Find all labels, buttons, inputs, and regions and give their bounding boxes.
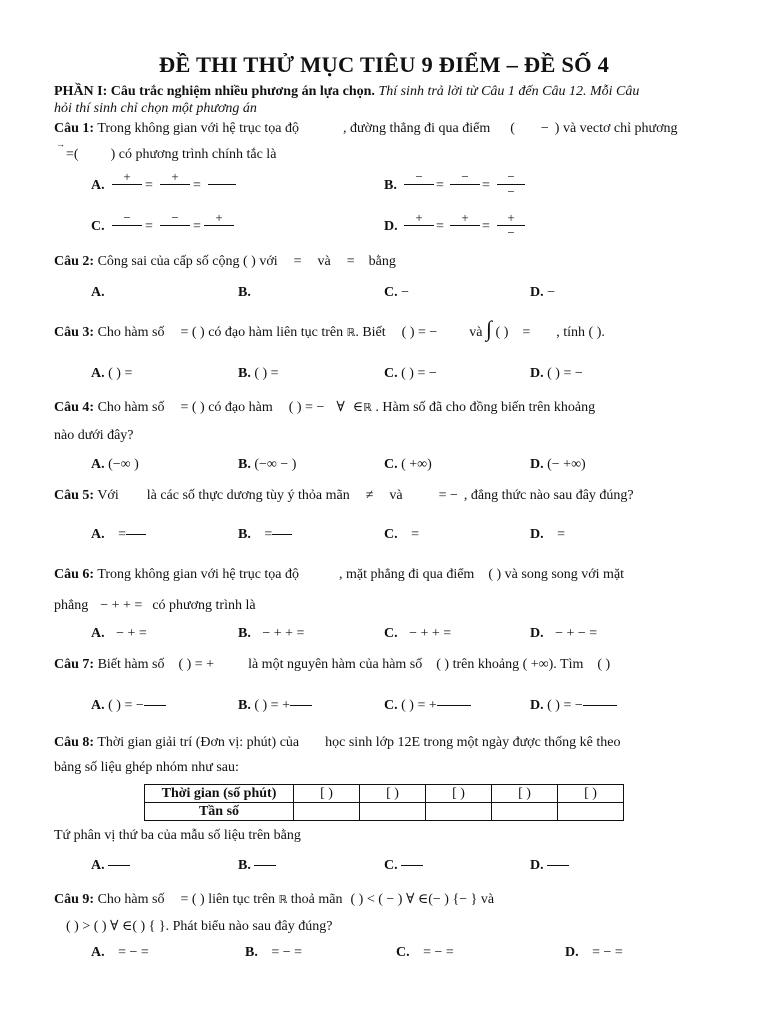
q6-stem-line2: phẳng − + + = có phương trình là — [54, 598, 256, 613]
vector-arrow-icon: → — [56, 139, 65, 149]
q9-option-c[interactable]: C. = − = — [396, 945, 454, 960]
table-header-time: Thời gian (số phút) — [145, 785, 294, 803]
q5-option-a[interactable]: A. = — [91, 527, 146, 543]
q6-stem-line1: Câu 6: Trong không gian với hệ trục tọa độ , mặt phẳng đi qua điểm ( ) và song song với mặt — [54, 567, 625, 582]
table-cell-interval: [ ) — [492, 785, 558, 803]
q8-option-a[interactable]: A. — [91, 858, 130, 874]
q8-option-d[interactable]: D. — [530, 858, 569, 874]
q4-stem-line1: Câu 4: Cho hàm số = ( ) có đạo hàm ( ) = − ∀ ∈ℝ . Hàm số đã cho đồng biến trên khoảng — [54, 400, 596, 415]
q4-option-d[interactable]: D. (− +∞) — [530, 457, 586, 472]
q8-question: Tứ phân vị thứ ba của mẫu số liệu trên bằng — [54, 828, 301, 843]
table-row — [145, 785, 624, 803]
q5-option-c[interactable]: C. = — [384, 527, 420, 542]
q8-stem-line2: bảng số liệu ghép nhóm như sau: — [54, 760, 239, 775]
q1-a-frac-2: + — [160, 170, 190, 199]
q4-option-a[interactable]: A. (−∞ ) — [91, 457, 139, 472]
table-cell-interval: [ ) — [426, 785, 492, 803]
q6-option-a[interactable]: A. − + = — [91, 626, 147, 641]
q1-c-frac-3: + — [204, 211, 234, 240]
table-cell-frequency — [360, 803, 426, 821]
equals-sign: = — [193, 178, 201, 193]
q8-option-b[interactable]: B. — [238, 858, 276, 874]
q1-a-frac-1: + — [112, 170, 142, 199]
q7-option-c[interactable]: C. ( ) = + — [384, 698, 471, 714]
q1-c-frac-1: − — [112, 211, 142, 240]
q3-option-c[interactable]: C. ( ) = − — [384, 366, 437, 381]
q7-option-b[interactable]: B. ( ) = + — [238, 698, 312, 714]
q2-option-c[interactable]: C. − — [384, 285, 410, 300]
q1-d-frac-1: + — [404, 211, 434, 240]
q9-option-d[interactable]: D. = − = — [565, 945, 623, 960]
q7-option-a[interactable]: A. ( ) = − — [91, 698, 166, 714]
q4-stem-line2: nào dưới đây? — [54, 428, 134, 443]
q7-option-d[interactable]: D. ( ) = − — [530, 698, 617, 714]
table-cell-frequency — [492, 803, 558, 821]
q1-b-frac-3: − − — [497, 170, 525, 199]
equals-sign: = — [436, 178, 444, 193]
q1-option-a-label[interactable]: A. — [91, 178, 105, 193]
part1-heading: PHẦN I: Câu trắc nghiệm nhiều phương án lựa chọn. Thí sinh trả lời từ Câu 1 đến Câu 12. Mỗi Câu — [54, 84, 640, 99]
q9-stem-line1: Câu 9: Cho hàm số = ( ) liên tục trên ℝ thoả mãn ( ) < ( − ) ∀ ∈(− ) {− } và — [54, 892, 495, 907]
q9-option-b[interactable]: B. = − = — [245, 945, 303, 960]
q1-stem-line1: Câu 1: Trong không gian với hệ trục tọa độ , đường thẳng đi qua điểm ( − ) và vectơ chỉ phương — [54, 121, 678, 136]
q2-stem: Câu 2: Công sai của cấp số cộng ( ) với = và = bằng — [54, 254, 396, 269]
q1-b-frac-1: − — [404, 170, 434, 199]
q2-option-d[interactable]: D. − — [530, 285, 556, 300]
table-header-frequency: Tần số — [145, 803, 294, 821]
q9-option-a[interactable]: A. = − = — [91, 945, 149, 960]
table-cell-interval: [ ) — [558, 785, 624, 803]
table-cell-interval: [ ) — [360, 785, 426, 803]
page-title: ĐỀ THI THỬ MỤC TIÊU 9 ĐIỂM – ĐỀ SỐ 4 — [158, 52, 610, 77]
table-cell-frequency — [558, 803, 624, 821]
q8-option-c[interactable]: C. — [384, 858, 423, 874]
q9-stem-line2: ( ) > ( ) ∀ ∈( ) { }. Phát biểu nào sau đây đúng? — [66, 919, 333, 934]
q3-option-d[interactable]: D. ( ) = − — [530, 366, 583, 381]
q3-option-b[interactable]: B. ( ) = — [238, 366, 279, 381]
q1-a-frac-3 — [208, 170, 236, 199]
q1-d-frac-2: + — [450, 211, 480, 240]
table-cell-frequency — [294, 803, 360, 821]
q8-stem-line1: Câu 8: Thời gian giải trí (Đơn vị: phút) của học sinh lớp 12E trong một ngày được thống kê theo — [54, 735, 621, 750]
q7-stem: Câu 7: Biết hàm số ( ) = + là một nguyên hàm của hàm số ( ) trên khoảng ( +∞). Tìm ( ) — [54, 657, 611, 672]
q1-c-frac-2: − — [160, 211, 190, 240]
q4-option-c[interactable]: C. ( +∞) — [384, 457, 432, 472]
q4-option-b[interactable]: B. (−∞ − ) — [238, 457, 297, 472]
q5-option-d[interactable]: D. = — [530, 527, 566, 542]
table-cell-frequency — [426, 803, 492, 821]
q1-option-d-label[interactable]: D. — [384, 219, 398, 234]
q1-option-c-label[interactable]: C. — [91, 219, 105, 234]
equals-sign: = — [145, 219, 153, 234]
q6-option-b[interactable]: B. − + + = — [238, 626, 305, 641]
q5-stem: Câu 5: Với là các số thực dương tùy ý thỏa mãn ≠ và = − , đẳng thức nào sau đây đúng? — [54, 488, 634, 503]
q3-stem: Câu 3: Cho hàm số = ( ) có đạo hàm liên tục trên ℝ. Biết ( ) = − và ∫ ( ) = , tính ( ). — [54, 316, 605, 341]
frequency-table — [144, 784, 624, 821]
q1-option-b-label[interactable]: B. — [384, 178, 397, 193]
table-cell-interval: [ ) — [294, 785, 360, 803]
equals-sign: = — [193, 219, 201, 234]
equals-sign: = — [482, 219, 490, 234]
q6-option-d[interactable]: D. − + − = — [530, 626, 598, 641]
q2-option-b[interactable]: B. — [238, 285, 251, 300]
q1-b-frac-2: − — [450, 170, 480, 199]
q1-stem-line2: =( ) có phương trình chính tắc là — [66, 147, 277, 162]
q6-option-c[interactable]: C. − + + = — [384, 626, 452, 641]
q1-d-frac-3: + − — [497, 211, 525, 240]
q5-option-b[interactable]: B. = — [238, 527, 292, 543]
equals-sign: = — [482, 178, 490, 193]
q3-option-a[interactable]: A. ( ) = — [91, 366, 133, 381]
equals-sign: = — [436, 219, 444, 234]
part1-instruction: hỏi thí sinh chỉ chọn một phương án — [54, 101, 257, 116]
table-row — [145, 803, 624, 821]
q2-option-a[interactable]: A. — [91, 285, 105, 300]
equals-sign: = — [145, 178, 153, 193]
